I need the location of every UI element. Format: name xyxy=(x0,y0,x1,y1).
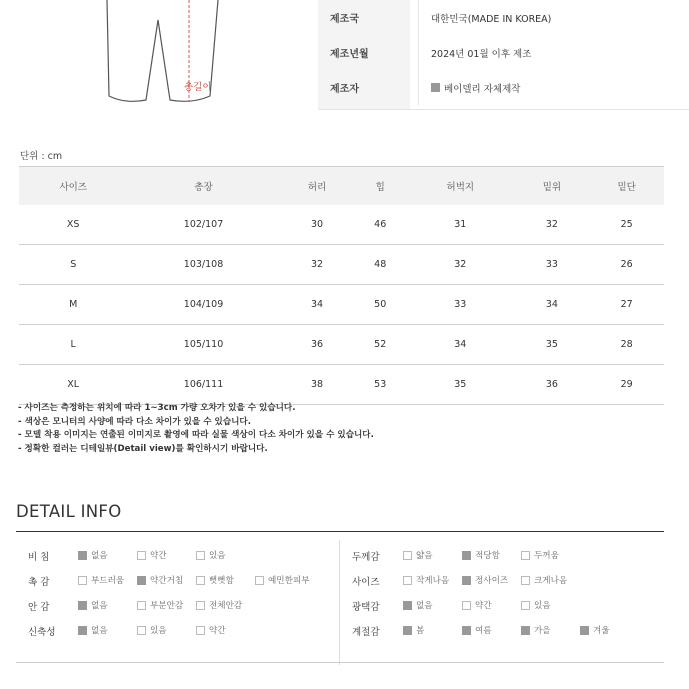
detail-label: 광택감 xyxy=(352,602,380,613)
detail-option xyxy=(137,574,183,586)
detail-option-text: 작게나옴 xyxy=(416,576,450,586)
cell: XS xyxy=(19,205,127,245)
note-line: - 색상은 모니터의 사양에 따라 다소 차이가 있을 수 있습니다. xyxy=(18,416,251,427)
header-size: 사이즈 xyxy=(19,167,127,206)
detail-option-text: 봄 xyxy=(416,626,425,636)
checkbox-empty-icon xyxy=(403,576,412,585)
cell: 106/111 xyxy=(127,365,279,405)
checkbox-checked-icon xyxy=(462,551,471,560)
detail-option xyxy=(137,624,167,636)
cell: S xyxy=(19,245,127,285)
checkbox-empty-icon xyxy=(521,601,530,610)
checkbox-checked-icon xyxy=(521,626,530,635)
detail-column-divider xyxy=(339,540,340,665)
checkbox-checked-icon xyxy=(78,551,87,560)
cell: XL xyxy=(19,365,127,405)
detail-option xyxy=(255,574,310,586)
cell: 30 xyxy=(280,205,355,245)
detail-option xyxy=(521,549,559,561)
detail-title-divider xyxy=(16,531,664,532)
unit-label: 단위 : cm xyxy=(20,151,63,162)
cell: 50 xyxy=(354,285,406,325)
detail-option-text: 예민한피부 xyxy=(268,576,310,586)
checkbox-checked-icon xyxy=(462,576,471,585)
cell: 36 xyxy=(515,365,590,405)
header-thigh: 허벅지 xyxy=(406,167,514,206)
detail-option xyxy=(462,549,500,561)
detail-option xyxy=(137,549,167,561)
cell: 34 xyxy=(515,285,590,325)
header-hem: 밑단 xyxy=(589,167,664,206)
header-hip: 힙 xyxy=(354,167,406,206)
detail-info-title: DETAIL INFO xyxy=(16,502,122,521)
cell: L xyxy=(19,325,127,365)
detail-option-text: 얇음 xyxy=(416,551,433,561)
table-row xyxy=(19,285,664,325)
checkbox-empty-icon xyxy=(521,551,530,560)
cell: 102/107 xyxy=(127,205,279,245)
detail-option xyxy=(403,599,433,611)
detail-option-text: 부드러움 xyxy=(91,576,125,586)
detail-option xyxy=(78,549,108,561)
detail-label: 계절감 xyxy=(352,627,380,638)
info-row xyxy=(318,0,689,35)
detail-option-text: 약간 xyxy=(150,551,167,561)
detail-label: 사이즈 xyxy=(352,577,380,588)
cell: 103/108 xyxy=(127,245,279,285)
detail-label: 비 침 xyxy=(28,552,50,563)
info-row xyxy=(318,70,689,105)
detail-option-text: 전체안감 xyxy=(209,601,243,611)
checkbox-checked-icon xyxy=(78,626,87,635)
cell: 38 xyxy=(280,365,355,405)
info-row xyxy=(318,35,689,70)
detail-label: 촉 감 xyxy=(28,577,50,588)
cell: 52 xyxy=(354,325,406,365)
detail-option xyxy=(196,599,242,611)
size-table xyxy=(19,166,664,405)
info-value: 2024년 01월 이후 제조 xyxy=(418,35,531,70)
cell: 32 xyxy=(406,245,514,285)
checkbox-empty-icon xyxy=(78,576,87,585)
detail-option xyxy=(78,574,124,586)
detail-option xyxy=(78,599,108,611)
info-key: 제조자 xyxy=(330,84,359,95)
cell: 104/109 xyxy=(127,285,279,325)
table-row xyxy=(19,245,664,285)
cell: 31 xyxy=(406,205,514,245)
detail-option xyxy=(78,624,108,636)
detail-option-text: 약간 xyxy=(475,601,492,611)
cell: 34 xyxy=(280,285,355,325)
cell: 26 xyxy=(589,245,664,285)
checkbox-empty-icon xyxy=(196,576,205,585)
table-row xyxy=(19,325,664,365)
checkbox-empty-icon xyxy=(137,626,146,635)
checkbox-checked-icon xyxy=(78,601,87,610)
detail-option-text: 뻣뻣함 xyxy=(209,576,234,586)
size-header-row xyxy=(19,167,664,206)
header-rise: 밑위 xyxy=(515,167,590,206)
checkbox-checked-icon xyxy=(137,576,146,585)
detail-option-text: 있음 xyxy=(209,551,226,561)
detail-option-text: 적당함 xyxy=(475,551,500,561)
checkbox-empty-icon xyxy=(196,626,205,635)
cell: 29 xyxy=(589,365,664,405)
info-table-border xyxy=(318,109,689,110)
detail-option xyxy=(521,574,567,586)
cell: 36 xyxy=(280,325,355,365)
detail-option-text: 없음 xyxy=(91,601,108,611)
detail-option xyxy=(580,624,610,636)
cell: 27 xyxy=(589,285,664,325)
measure-label: 총길이 xyxy=(184,82,212,93)
note-line: - 사이즈는 측정하는 위치에 따라 1~3cm 가량 오차가 있을 수 있습니다. xyxy=(18,403,296,413)
detail-option-text: 크게나옴 xyxy=(534,576,568,586)
cell: 32 xyxy=(280,245,355,285)
detail-option xyxy=(521,599,551,611)
cell: 48 xyxy=(354,245,406,285)
note-line: - 정확한 컬러는 디테일뷰(Detail view)를 확인하시기 바랍니다. xyxy=(18,443,268,454)
detail-option-text: 겨울 xyxy=(593,626,610,636)
detail-option-text: 없음 xyxy=(91,551,108,561)
detail-option-text: 부분안감 xyxy=(150,601,184,611)
note-line: - 모델 착용 이미지는 연출된 이미지로 촬영에 따라 실물 색상이 다소 차이가 있을 수 있습니다. xyxy=(18,430,374,441)
cell: 34 xyxy=(406,325,514,365)
info-value xyxy=(418,70,520,105)
detail-option-text: 약간거침 xyxy=(150,576,184,586)
detail-option xyxy=(196,624,226,636)
cell: M xyxy=(19,285,127,325)
checkbox-empty-icon xyxy=(137,551,146,560)
checkbox-empty-icon xyxy=(521,576,530,585)
cell: 105/110 xyxy=(127,325,279,365)
checkbox-empty-icon xyxy=(137,601,146,610)
detail-option-text: 여름 xyxy=(475,626,492,636)
checkbox-checked-icon xyxy=(403,601,412,610)
cell: 25 xyxy=(589,205,664,245)
detail-option xyxy=(403,574,449,586)
detail-option-text: 정사이즈 xyxy=(475,576,509,586)
cell: 33 xyxy=(515,245,590,285)
detail-label: 두께감 xyxy=(352,552,380,563)
checkbox-empty-icon xyxy=(196,601,205,610)
cell: 32 xyxy=(515,205,590,245)
table-row xyxy=(19,365,664,405)
cell: 35 xyxy=(515,325,590,365)
info-key: 제조국 xyxy=(330,14,359,25)
detail-option-text: 있음 xyxy=(534,601,551,611)
detail-option-text: 없음 xyxy=(416,601,433,611)
detail-option-text: 두꺼움 xyxy=(534,551,559,561)
detail-option xyxy=(462,574,508,586)
detail-option-text: 가을 xyxy=(534,626,551,636)
detail-option xyxy=(137,599,183,611)
cell: 46 xyxy=(354,205,406,245)
detail-label: 안 감 xyxy=(28,602,50,613)
cell: 28 xyxy=(589,325,664,365)
cell: 53 xyxy=(354,365,406,405)
detail-option-text: 없음 xyxy=(91,626,108,636)
checkbox-empty-icon xyxy=(196,551,205,560)
header-length: 총장 xyxy=(127,167,279,206)
cell: 35 xyxy=(406,365,514,405)
checkbox-empty-icon xyxy=(403,551,412,560)
detail-label: 신축성 xyxy=(28,627,56,638)
cell: 33 xyxy=(406,285,514,325)
detail-option xyxy=(462,624,492,636)
detail-option-text: 있음 xyxy=(150,626,167,636)
detail-option-text: 약간 xyxy=(209,626,226,636)
detail-option xyxy=(196,574,234,586)
detail-option xyxy=(403,624,424,636)
size-notes xyxy=(18,402,374,456)
checkbox-checked-icon xyxy=(462,626,471,635)
detail-option xyxy=(196,549,226,561)
table-row xyxy=(19,205,664,245)
detail-bottom-border xyxy=(16,662,664,663)
info-value-text: 베이델리 자체제작 xyxy=(444,83,521,95)
checkbox-empty-icon xyxy=(462,601,471,610)
detail-option xyxy=(462,599,492,611)
detail-option xyxy=(521,624,551,636)
detail-option xyxy=(403,549,433,561)
info-key: 제조년월 xyxy=(330,49,369,60)
info-value: 대한민국(MADE IN KOREA) xyxy=(418,0,551,35)
header-waist: 허리 xyxy=(280,167,355,206)
checkbox-icon xyxy=(431,83,440,92)
checkbox-empty-icon xyxy=(255,576,264,585)
checkbox-checked-icon xyxy=(403,626,412,635)
checkbox-checked-icon xyxy=(580,626,589,635)
product-info-table xyxy=(318,0,689,105)
